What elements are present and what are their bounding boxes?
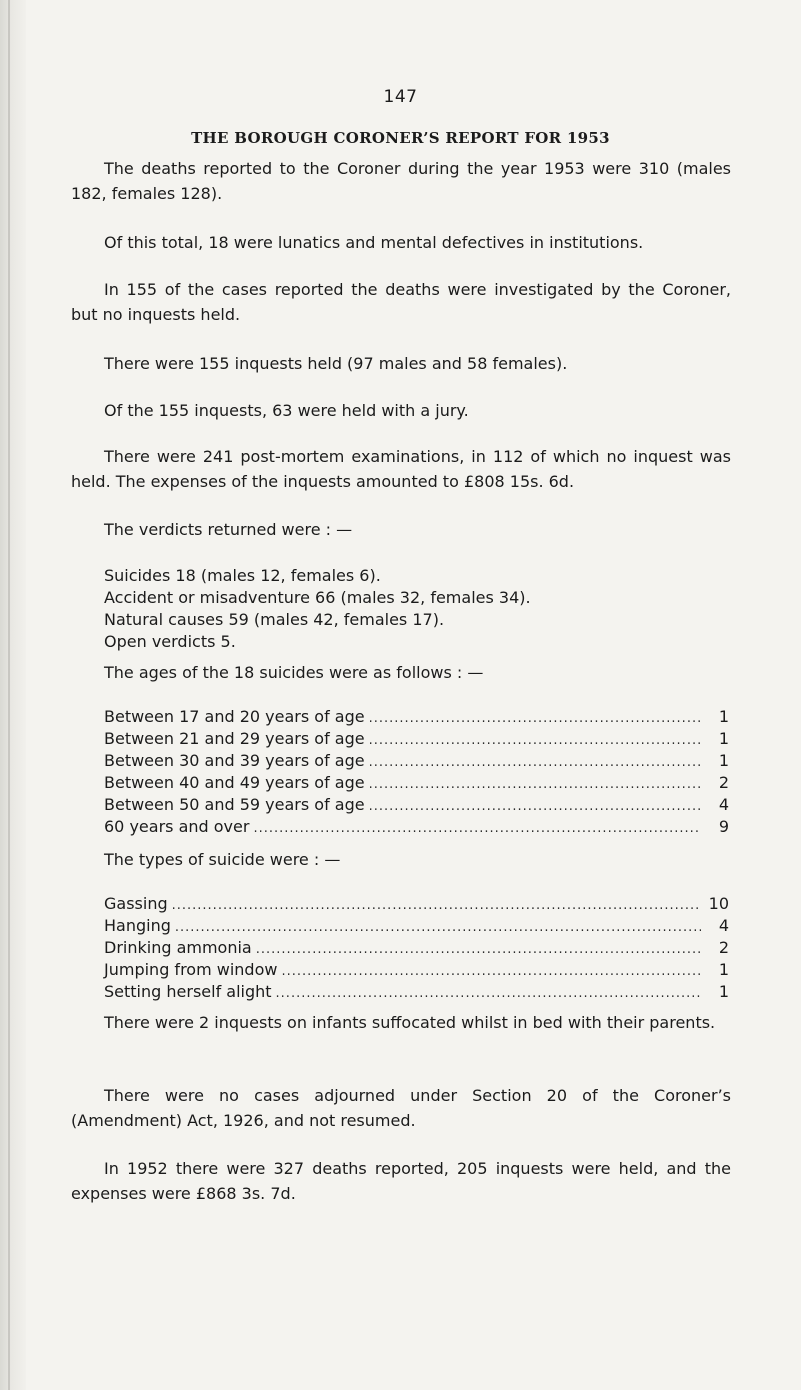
paragraph-jury: Of the 155 inquests, 63 were held with a jury. [104, 401, 469, 420]
dot-leader [172, 895, 701, 917]
row-label: Between 21 and 29 years of age [104, 729, 365, 748]
row-label: Drinking ammonia [104, 938, 252, 957]
paragraph-no-inquests: In 155 of the cases reported the deaths were investigated by the Coroner, but no inquests held. [71, 280, 731, 324]
table-row [104, 915, 729, 937]
dot-leader [253, 818, 701, 840]
list-item: Natural causes 59 (males 42, females 17). [104, 610, 445, 629]
dot-leader [175, 917, 701, 939]
ages-table [104, 706, 729, 838]
paragraph-verdicts-intro: The verdicts returned were : — [104, 520, 353, 539]
row-value: 2 [718, 938, 729, 957]
binding-edge [8, 0, 10, 1390]
table-row [104, 959, 729, 981]
row-label: Between 50 and 59 years of age [104, 795, 365, 814]
row-value: 10 [708, 894, 729, 913]
list-item: Suicides 18 (males 12, females 6). [104, 566, 381, 585]
row-label: Setting herself alight [104, 982, 272, 1001]
row-value: 4 [718, 795, 729, 814]
list-item: Open verdicts 5. [104, 632, 236, 651]
list-item: Accident or misadventure 66 (males 32, females 34). [104, 588, 531, 607]
row-label: Between 40 and 49 years of age [104, 773, 365, 792]
row-value: 1 [718, 729, 729, 748]
paragraph-lunatics: Of this total, 18 were lunatics and mental defectives in institutions. [104, 233, 644, 252]
table-row [104, 794, 729, 816]
page-number: 147 [383, 87, 418, 107]
row-value: 1 [718, 960, 729, 979]
table-row [104, 772, 729, 794]
row-value: 2 [718, 773, 729, 792]
paragraph-ages-intro: The ages of the 18 suicides were as follows : — [104, 663, 484, 682]
dot-leader [369, 708, 701, 730]
row-value: 1 [718, 751, 729, 770]
types-table [104, 893, 729, 1003]
paragraph-types-intro: The types of suicide were : — [104, 850, 341, 869]
dot-leader [281, 961, 701, 983]
row-value: 9 [718, 817, 729, 836]
paragraph-inquests-held: There were 155 inquests held (97 males and 58 females). [104, 354, 568, 373]
row-label: Jumping from window [104, 960, 278, 979]
row-value: 1 [718, 707, 729, 726]
row-value: 1 [718, 982, 729, 1001]
dot-leader [369, 730, 701, 752]
row-label: Between 30 and 39 years of age [104, 751, 365, 770]
paragraph-adjourned: There were no cases adjourned under Section 20 of the Coroner’s (Amendment) Act, 1926, and not resumed. [71, 1086, 731, 1130]
table-row [104, 728, 729, 750]
row-value: 4 [718, 916, 729, 935]
dot-leader [276, 983, 701, 1005]
table-row [104, 981, 729, 1003]
report-title: THE BOROUGH CORONER’S REPORT FOR 1953 [191, 129, 610, 147]
paragraph-1952-comparison: In 1952 there were 327 deaths reported, 205 inquests were held, and the expenses were £868 3s. 7d. [71, 1159, 731, 1203]
table-row [104, 893, 729, 915]
paragraph-total-deaths: The deaths reported to the Coroner during the year 1953 were 310 (males 182, females 128). [71, 159, 731, 203]
paragraph-infants: There were 2 inquests on infants suffocated whilst in bed with their parents. [104, 1013, 716, 1032]
dot-leader [256, 939, 701, 961]
verdicts-list [104, 565, 729, 653]
row-label: Gassing [104, 894, 168, 913]
table-row [104, 706, 729, 728]
dot-leader [369, 752, 701, 774]
paragraph-post-mortem: There were 241 post-mortem examinations, in 112 of which no inquest was held. The expenses of the inquests amounted to £808 15s. 6d. [71, 447, 731, 491]
dot-leader [369, 796, 701, 818]
row-label: Between 17 and 20 years of age [104, 707, 365, 726]
table-row [104, 750, 729, 772]
row-label: 60 years and over [104, 817, 250, 836]
dot-leader [369, 774, 701, 796]
table-row [104, 937, 729, 959]
book-spine-shadow [0, 0, 26, 1390]
table-row [104, 816, 729, 838]
row-label: Hanging [104, 916, 171, 935]
